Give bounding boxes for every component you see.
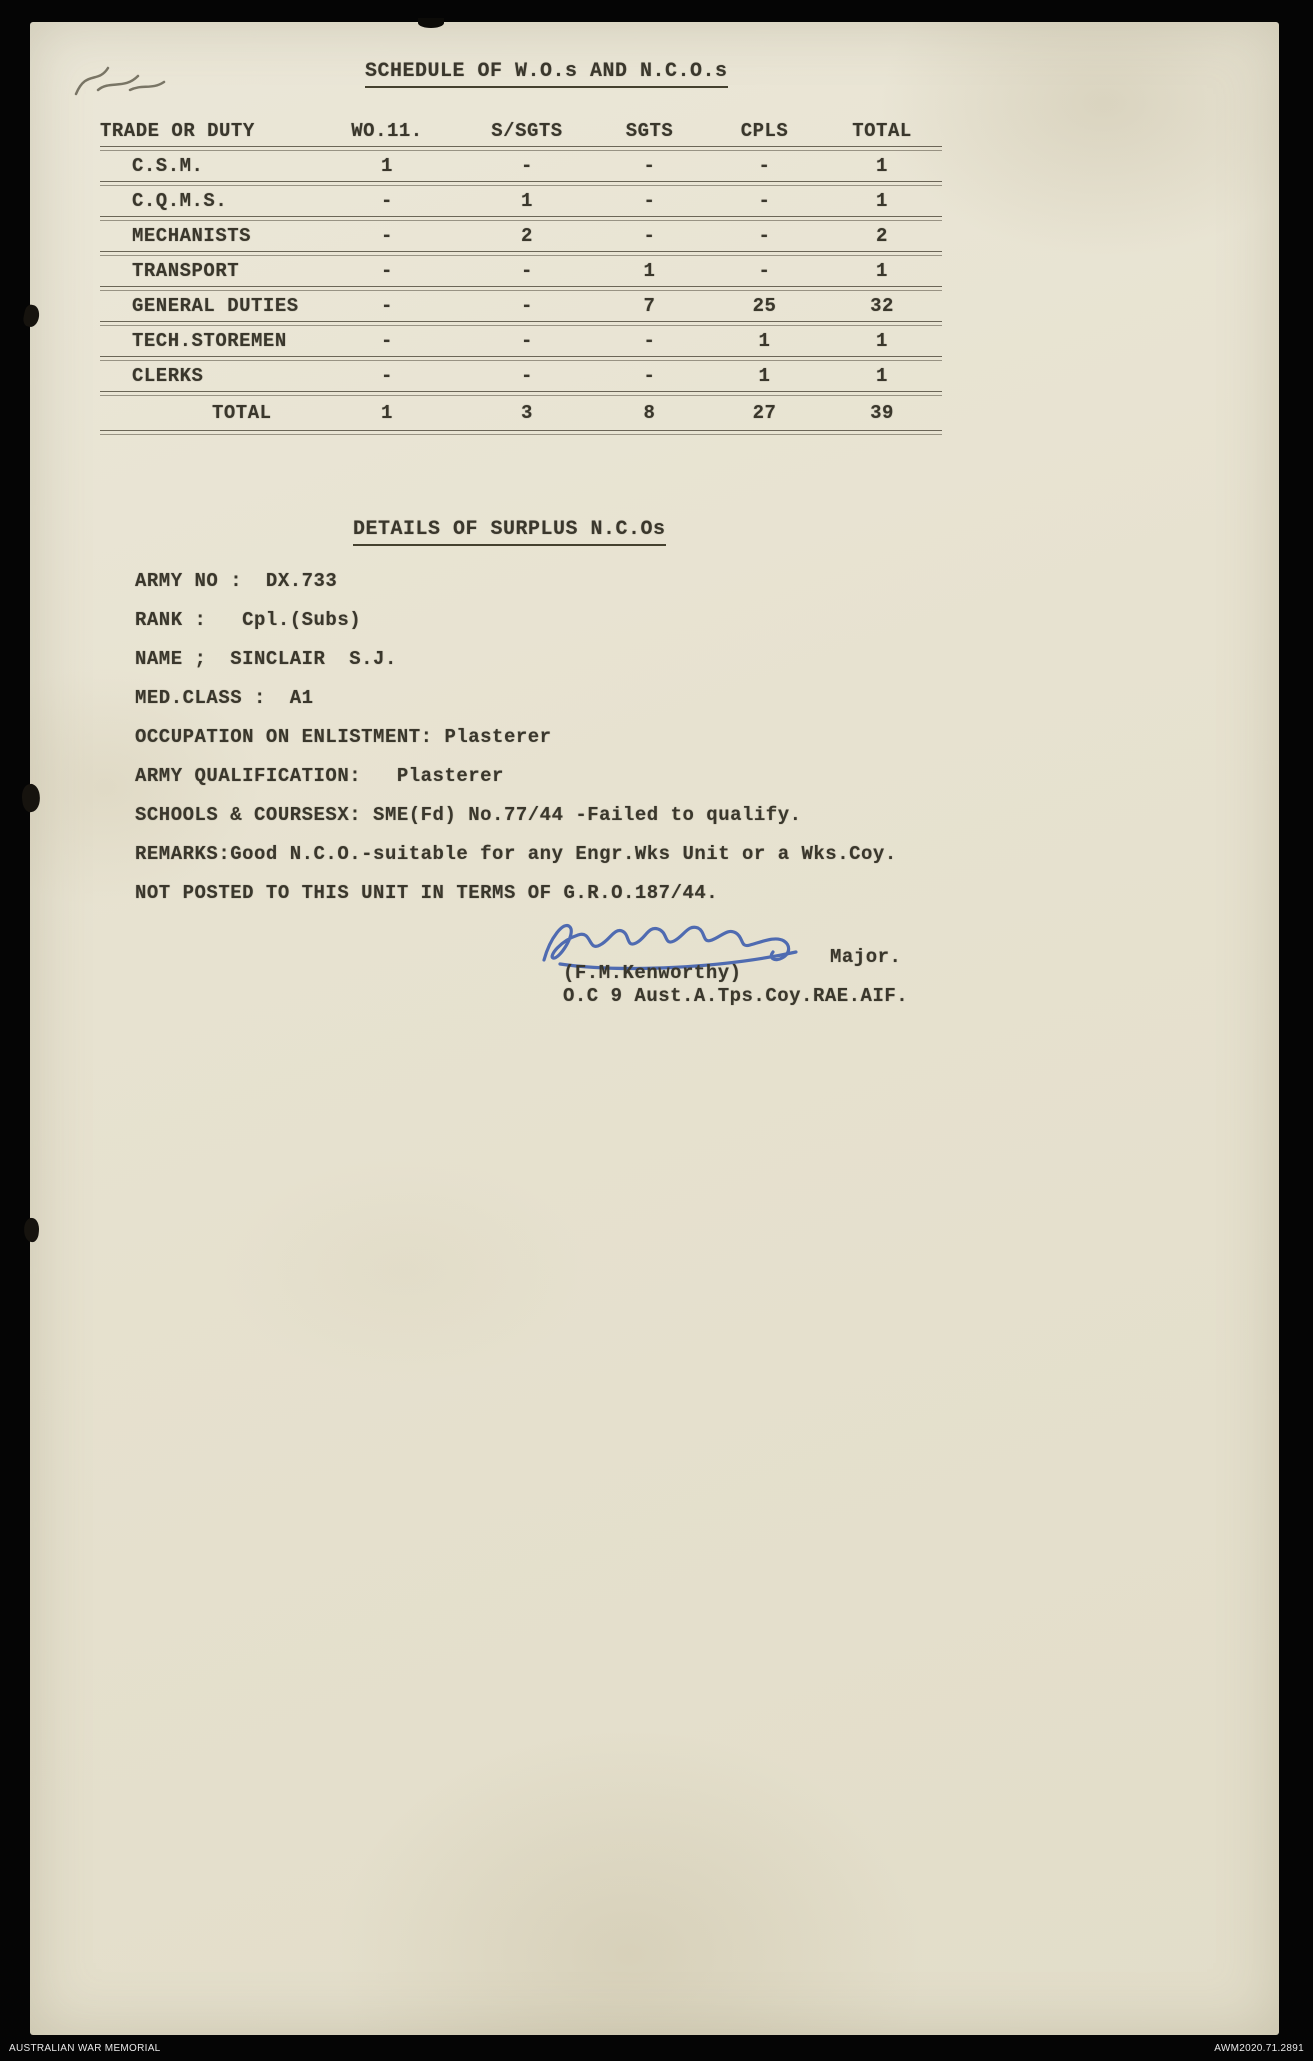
cell-wo: 1 [381,155,393,177]
column-header-wo: WO.11. [351,120,423,142]
cell-total: 32 [870,295,894,317]
signatory-rank: Major. [830,946,902,968]
cell-sgts: 7 [643,295,656,317]
cell-trade: C.S.M. [132,155,204,177]
surplus-nco-details [135,570,897,921]
detail-line-name: NAME ; SINCLAIR S.J. [135,648,397,670]
cell-sgts: - [643,190,656,212]
table-row [100,326,942,356]
cell-cpls: - [758,225,771,247]
catalog-number-label: AWM2020.71.2891 [1214,2042,1304,2054]
cell-cpls: - [758,190,771,212]
cell-ssgts: 3 [521,402,533,424]
scanned-document-page [30,22,1279,2035]
cell-total: 1 [876,330,888,352]
cell-wo: - [381,225,393,247]
cell-total: 1 [876,260,888,282]
detail-line-med-class: MED.CLASS : A1 [135,687,314,709]
scan-artifact-tear [23,1217,40,1242]
signatory-name: (F.M.Kenworthy) [563,962,742,984]
column-header-total: TOTAL [852,120,912,142]
cell-ssgts: - [521,260,533,282]
detail-line-army-no: ARMY NO : DX.733 [135,570,338,592]
cell-trade: MECHANISTS [132,225,252,247]
table-row [100,361,942,391]
cell-total: 1 [876,190,888,212]
detail-line-not-posted: NOT POSTED TO THIS UNIT IN TERMS OF G.R.O.187/44. [135,882,719,904]
cell-trade: C.Q.M.S. [132,190,228,212]
column-header-trade: TRADE OR DUTY [100,120,255,142]
scan-artifact-tear [22,304,41,329]
cell-trade: TECH.STOREMEN [132,330,287,352]
cell-ssgts: 2 [521,225,533,247]
cell-sgts: - [643,330,656,352]
cell-cpls: - [758,155,771,177]
cell-sgts: - [643,365,656,387]
cell-total: 39 [870,402,894,424]
cell-wo: 1 [381,402,393,424]
cell-cpls: 27 [752,402,777,424]
detail-line-rank: RANK : Cpl.(Subs) [135,609,362,631]
cell-wo: - [381,330,393,352]
cell-sgts: 8 [643,402,656,424]
cell-total-label: TOTAL [212,402,272,424]
schedule-table [100,116,942,435]
table-row [100,151,942,181]
cell-cpls: 1 [758,365,771,387]
cell-trade: GENERAL DUTIES [132,295,299,317]
scan-artifact-smudge [418,18,444,28]
cell-sgts: - [643,155,656,177]
cell-trade: TRANSPORT [132,260,240,282]
cell-cpls: - [758,260,771,282]
cell-ssgts: 1 [521,190,533,212]
details-section-title: DETAILS OF SURPLUS N.C.Os [353,518,666,546]
cell-wo: - [381,190,393,212]
cell-ssgts: - [521,330,533,352]
column-header-cpls: CPLS [740,120,789,142]
cell-wo: - [381,295,393,317]
scan-artifact-tear [20,783,42,813]
table-row [100,186,942,216]
cell-trade: CLERKS [132,365,204,387]
cell-ssgts: - [521,365,533,387]
footer-bar [0,2035,1313,2061]
page-title: SCHEDULE OF W.O.s AND N.C.O.s [365,60,728,88]
detail-line-remarks: REMARKS:Good N.C.O.-suitable for any Engr.Wks Unit or a Wks.Coy. [135,843,897,865]
archive-name-label: AUSTRALIAN WAR MEMORIAL [9,2042,161,2054]
table-rule [100,430,942,435]
cell-wo: - [381,260,393,282]
cell-ssgts: - [521,295,533,317]
detail-line-occupation: OCCUPATION ON ENLISTMENT: Plasterer [135,726,552,748]
cell-total: 1 [876,155,888,177]
signatory-unit: O.C 9 Aust.A.Tps.Coy.RAE.AIF. [563,985,909,1007]
detail-line-schools: SCHOOLS & COURSESX: SME(Fd) No.77/44 -Failed to qualify. [135,804,802,826]
cell-total: 2 [876,225,888,247]
detail-line-qualification: ARMY QUALIFICATION: Plasterer [135,765,504,787]
table-row [100,256,942,286]
cell-cpls: 25 [752,295,777,317]
cell-sgts: - [643,225,656,247]
cell-sgts: 1 [643,260,656,282]
table-row [100,291,942,321]
cell-wo: - [381,365,393,387]
cell-ssgts: - [521,155,533,177]
cell-cpls: 1 [758,330,771,352]
cell-total: 1 [876,365,888,387]
pencil-mark [68,50,178,110]
table-header-row [100,116,942,146]
table-total-row [100,396,942,430]
column-header-ssgts: S/SGTS [491,120,563,142]
column-header-sgts: SGTS [625,120,674,142]
table-row [100,221,942,251]
